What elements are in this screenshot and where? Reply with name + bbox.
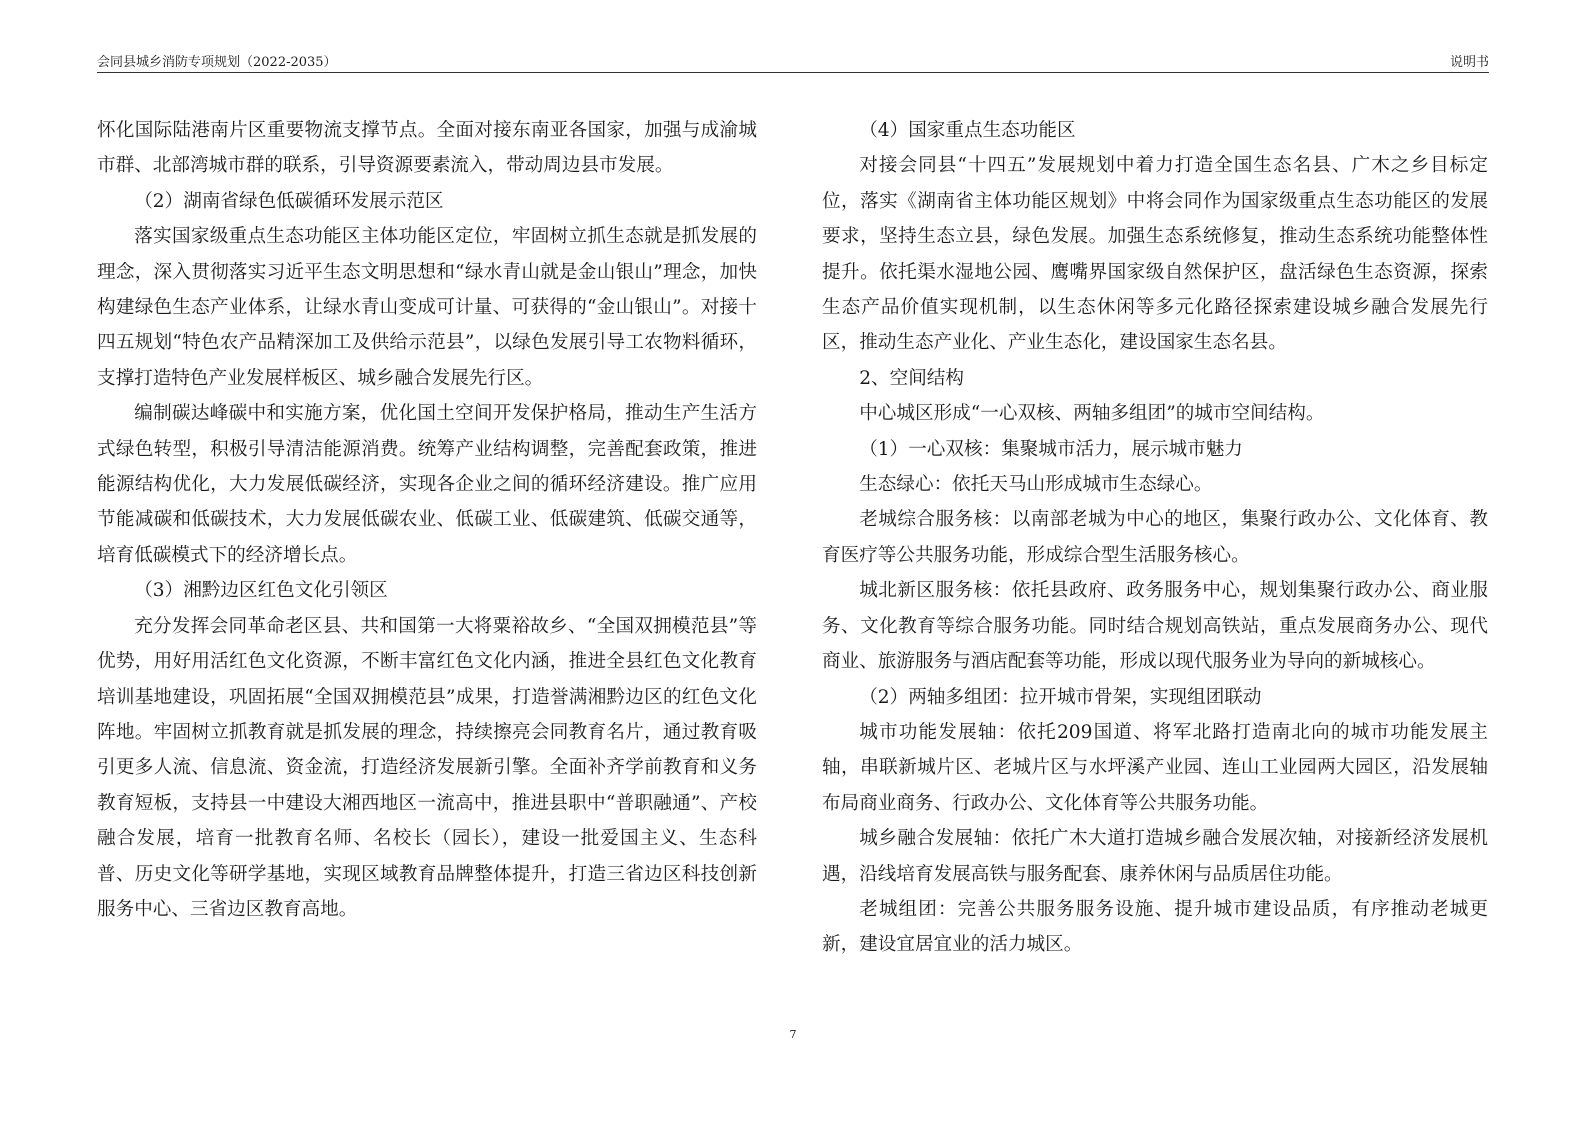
right-column-paragraph: （1）一心双核：集聚城市活力，展示城市魅力	[859, 438, 1243, 460]
right-column-paragraph: （2）两轴多组团：拉开城市骨架，实现组团联动	[859, 686, 1262, 708]
left-column-paragraph: 怀化国际陆港南片区重要物流支撑节点。全面对接东南亚各国家，加强与成渝城市群、北部湾城市群的联系，引导资源要素流入，带动周边县市发展。	[97, 120, 757, 177]
header-divider	[97, 72, 1489, 73]
page-header	[0, 0, 1587, 74]
left-column-paragraph: 编制碳达峰碳中和实施方案，优化国土空间开发保护格局，推动生产生活方式绿色转型，积极引导清洁能源消费。统筹产业结构调整，完善配套政策，推进能源结构优化，大力发展低碳经济，实现各企业之间的循环经济建设。推广应用节能减碳和低碳技术，大力发展低碳农业、低碳工业、低碳建筑、低碳交通等，培育低碳模式下的经济增长点。	[97, 403, 757, 566]
document-type-label: 说明书	[1449, 55, 1489, 70]
left-text-column	[97, 113, 757, 927]
left-column-paragraph: （3）湘黔边区红色文化引领区	[134, 580, 388, 602]
left-column-paragraph: （2）湖南省绿色低碳循环发展示范区	[134, 190, 444, 212]
right-column-paragraph: 2、空间结构	[859, 367, 964, 389]
right-column-paragraph: 生态绿心：依托天马山形成城市生态绿心。	[859, 474, 1213, 496]
right-column-paragraph: 城乡融合发展轴：依托广木大道打造城乡融合发展次轴，对接新经济发展机遇，沿线培育发展高铁与服务配套、康养休闲与品质居住功能。	[822, 828, 1488, 885]
page-number: 7	[789, 1028, 797, 1041]
right-column-paragraph: 城市功能发展轴：依托209国道、将军北路打造南北向的城市功能发展主轴，串联新城片区、老城片区与水坪溪产业园、连山工业园两大园区，沿发展轴布局商业商务、行政办公、文化体育等公共服务功能。	[822, 721, 1488, 814]
left-column-paragraph: 落实国家级重点生态功能区主体功能区定位，牢固树立抓生态就是抓发展的理念，深入贯彻落实习近平生态文明思想和“绿水青山就是金山银山”理念，加快构建绿色生态产业体系，让绿水青山变成可计量、可获得的“金山银山”。对接十四五规划“特色农产品精深加工及供给示范县”，以绿色发展引导工农物料循环，支撑打造特色产业发展样板区、城乡融合发展先行区。	[97, 226, 757, 389]
right-text-column	[822, 113, 1488, 963]
right-column-paragraph: 中心城区形成“一心双核、两轴多组团”的城市空间结构。	[859, 403, 1325, 425]
right-column-paragraph: 老城综合服务核：以南部老城为中心的地区，集聚行政办公、文化体育、教育医疗等公共服务功能，形成综合型生活服务核心。	[822, 509, 1488, 566]
right-column-paragraph: 城北新区服务核：依托县政府、政务服务中心，规划集聚行政办公、商业服务、文化教育等综合服务功能。同时结合规划高铁站，重点发展商务办公、现代商业、旅游服务与酒店配套等功能，形成以现代服务业为导向的新城核心。	[822, 580, 1488, 673]
right-column-paragraph: 对接会同县“十四五”发展规划中着力打造全国生态名县、广木之乡目标定位，落实《湖南省主体功能区规划》中将会同作为国家级重点生态功能区的发展要求，坚持生态立县，绿色发展。加强生态系统修复，推动生态系统功能整体性提升。依托渠水湿地公园、鹰嘴界国家级自然保护区，盘活绿色生态资源，探索生态产品价值实现机制，以生态休闲等多元化路径探索建设城乡融合发展先行区，推动生态产业化、产业生态化，建设国家生态名县。	[822, 155, 1488, 354]
right-column-paragraph: （4）国家重点生态功能区	[859, 120, 1076, 141]
right-column-paragraph: 老城组团：完善公共服务服务设施、提升城市建设品质，有序推动老城更新，建设宜居宜业的活力城区。	[822, 898, 1488, 956]
document-title: 会同县城乡消防专项规划（2022-2035）	[97, 55, 337, 70]
left-column-paragraph: 充分发挥会同革命老区县、共和国第一大将粟裕故乡、“全国双拥模范县”等优势，用好用活红色文化资源，不断丰富红色文化内涵，推进全县红色文化教育培训基地建设，巩固拓展“全国双拥模范县”成果，打造誉满湘黔边区的红色文化阵地。牢固树立抓教育就是抓发展的理念，持续擦亮会同教育名片，通过教育吸引更多人流、信息流、资金流，打造经济发展新引擎。全面补齐学前教育和义务教育短板，支持县一中建设大湘西地区一流高中，推进县职中“普职融通”、产校融合发展，培育一批教育名师、名校长（园长），建设一批爱国主义、生态科普、历史文化等研学基地，实现区域教育品牌整体提升，打造三省边区科技创新服务中心、三省边区教育高地。	[97, 615, 757, 920]
